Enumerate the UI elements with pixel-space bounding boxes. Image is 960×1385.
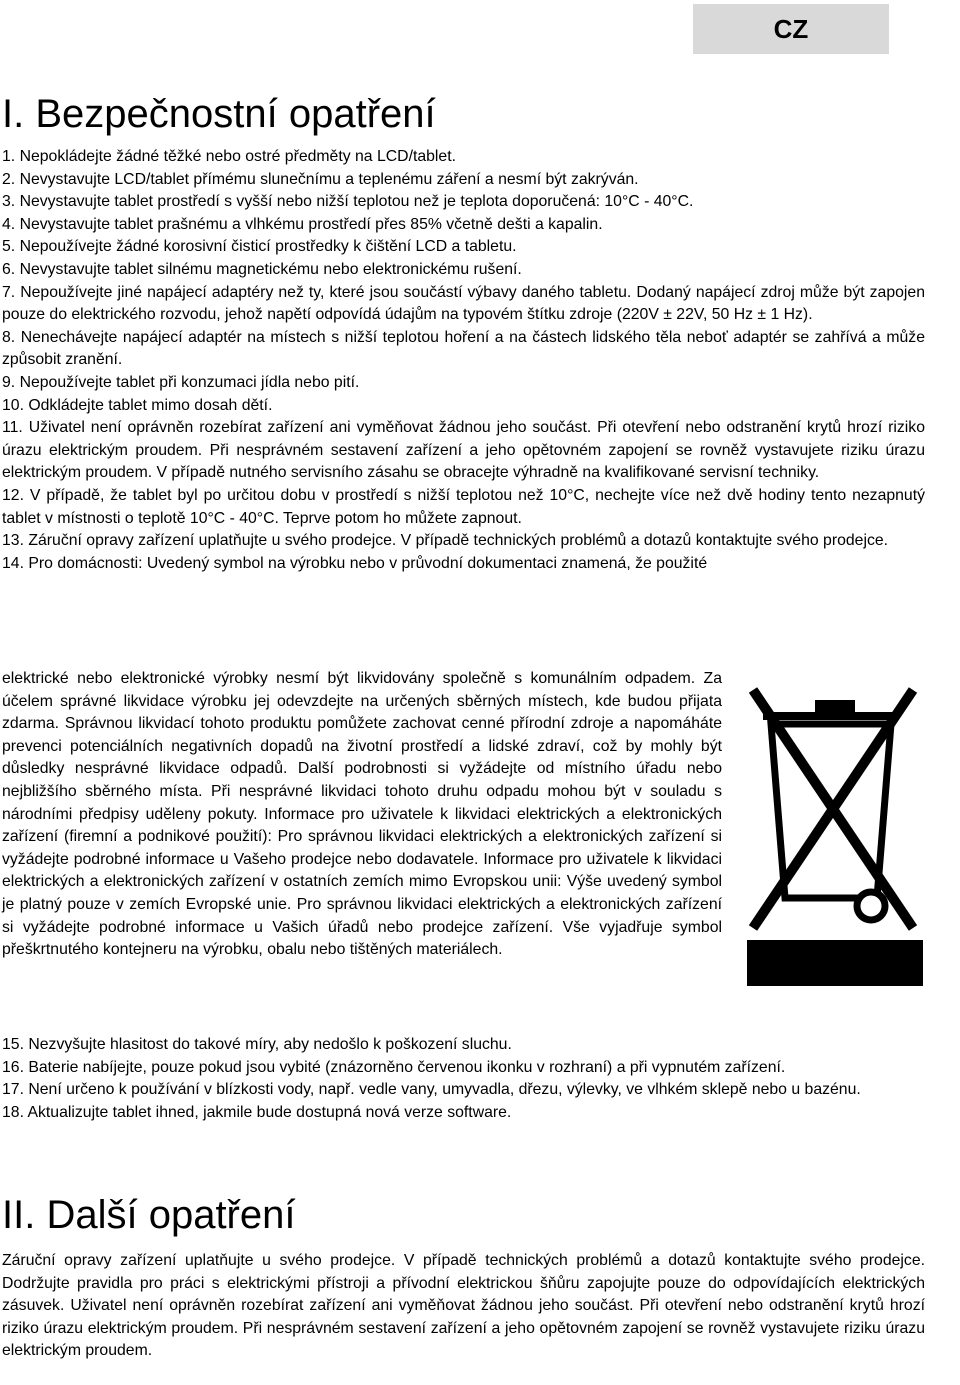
other-precautions-paragraph: Záruční opravy zařízení uplatňujte u svého prodejce. V případě technických problémů a dotazů kontaktujte svého prodejce. Dodržujte pravidla pro práci s elektrickými přístroji a přívodní elektrickou šňůru zapojujte pouze do odpovídajících elektrických zásuvek. Uživatel není oprávněn rozebírat zařízení ani vyměňovat žádnou jeho součást. Při otevření nebo odstranění krytů hrozí riziko úrazu elektrickým proudem. Při nesprávném sestavení zařízení a jeho opětovném zapojení se rovněž vystavujete riziku úrazu elektrickým proudem. — [2, 1252, 925, 1360]
list-item: 12. V případě, že tablet byl po určitou dobu v prostředí s nižší teplotou než 10°C, nechejte více než dvě hodiny tento nezapnutý tablet v místnosti o teplotě 10°C - 40°C. Teprve potom ho můžete zapnout. — [2, 486, 925, 527]
list-item: 13. Záruční opravy zařízení uplatňujte u svého prodejce. V případě technických problémů a dotazů kontaktujte svého prodejce. — [2, 532, 889, 550]
list-item: 7. Nepoužívejte jiné napájecí adaptéry než ty, které jsou součástí výbavy daného tabletu. Dodaný napájecí zdroj může být zapojen pouze do elektrického rozvodu, jehož napětí odpovídá údajům na typovém štítku zdroje (220V ± 22V, 50 Hz ± 1 Hz). — [2, 283, 925, 324]
list-item: 15. Nezvyšujte hlasitost do takové míry, aby nedošlo k poškození sluchu. — [2, 1036, 512, 1053]
list-item: 10. Odkládejte tablet mimo dosah dětí. — [2, 396, 273, 414]
list-item: 16. Baterie nabíjejte, pouze pokud jsou vybité (znázorněno červenou ikonku v rozhraní) a při vypnutém zařízení. — [2, 1058, 786, 1076]
safety-list-part-1 — [2, 146, 925, 575]
list-item-14-first-line: 14. Pro domácnosti: Uvedený symbol na výrobku nebo v průvodní dokumentaci znamená, že použité — [2, 554, 708, 572]
list-item: 11. Uživatel není oprávněn rozebírat zařízení ani vyměňovat žádnou jeho součást. Při otevření nebo odstranění krytů hrozí riziko úrazu elektrickým proudem. Při nesprávném sestavení zařízení a jeho opětovném zapojení se rovněž vystavujete riziku úrazu elektrickým proudem. V případě nutného servisního zásahu se obracejte výhradně na kvalifikované servisní techniky. — [2, 419, 925, 482]
list-item: 3. Nevystavujte tablet prostředí s vyšší nebo nižší teplotou než je teplota doporučená: 10°C - 40°C. — [2, 193, 694, 211]
list-item: 4. Nevystavujte tablet prašnému a vlhkému prostředí přes 85% včetně dešti a kapalin. — [2, 215, 603, 233]
list-item: 1. Nepokládejte žádné těžké nebo ostré předměty na LCD/tablet. — [2, 148, 456, 165]
crossed-out-wheelie-bin-icon — [745, 684, 925, 988]
section-title-safety: I. Bezpečnostní opatření — [2, 92, 436, 136]
list-item: 2. Nevystavujte LCD/tablet přímému slunečnímu a teplenému záření a nesmí být zakrýván. — [2, 170, 639, 188]
list-item: 5. Nepoužívejte žádné korosivní čisticí prostředky k čištění LCD a tabletu. — [2, 238, 517, 256]
list-item: 17. Není určeno k používání v blízkosti vody, např. vedle vany, umyvadla, dřezu, výlevky, ve vlhkém sklepě nebo u bazénu. — [2, 1081, 861, 1099]
list-item: 6. Nevystavujte tablet silnému magnetickému nebo elektronickému rušení. — [2, 260, 522, 278]
list-item: 18. Aktualizujte tablet ihned, jakmile bude dostupná nová verze software. — [2, 1103, 512, 1121]
section-title-other: II. Další opatření — [2, 1193, 296, 1237]
list-item: 9. Nepoužívejte tablet při konzumaci jídla nebo pití. — [2, 373, 360, 391]
language-badge: CZ — [693, 4, 889, 54]
safety-list-part-2 — [2, 1034, 925, 1124]
list-item: 8. Nenechávejte napájecí adaptér na místech s nižší teplotou hoření a na částech lidského těla neboť adaptér se zahřívá a může způsobit zranění. — [2, 328, 925, 369]
list-item-14-body: elektrické nebo elektronické výrobky nesmí být likvidovány společně s komunálním odpadem. Za účelem správné likvidace výrobku jej odevzdejte na určených sběrných místech, kde budou přijata zdarma. Správnou likvidací tohoto produktu pomůžete zachovat cenné přírodní zdroje a napomáháte prevenci potenciálních negativních dopadů na životní prostředí a lidské zdraví, což by mohly být důsledky nesprávné likvidace odpadů. Další podrobnosti si vyžádejte od místního úřadu nebo nejbližšího sběrného místa. Při nesprávné likvidaci tohoto druhu odpadu mohou být v souladu s národními předpisy uděleny pokuty. Informace pro uživatele k likvidaci elektrických a elektronických zařízení (firemní a podnikové použití): Pro správnou likvidaci elektrických a elektronických zařízení si vyžádejte podrobné informace u Vašeho prodejce nebo dodavatele. Informace pro uživatele k likvidaci elektrických a elektronických zařízení v ostatních zemích mimo Evropskou unii: Výše uvedený symbol je platný pouze v zemích Evropské unie. Pro správnou likvidaci elektrických a elektronických zařízení si vyžádejte podrobné informace u Vašich úřadů nebo prodejce zařízení. Vše vyjadřuje symbol přeškrtnutého kontejneru na výrobku, obalu nebo tištěných materiálech. — [2, 670, 722, 959]
